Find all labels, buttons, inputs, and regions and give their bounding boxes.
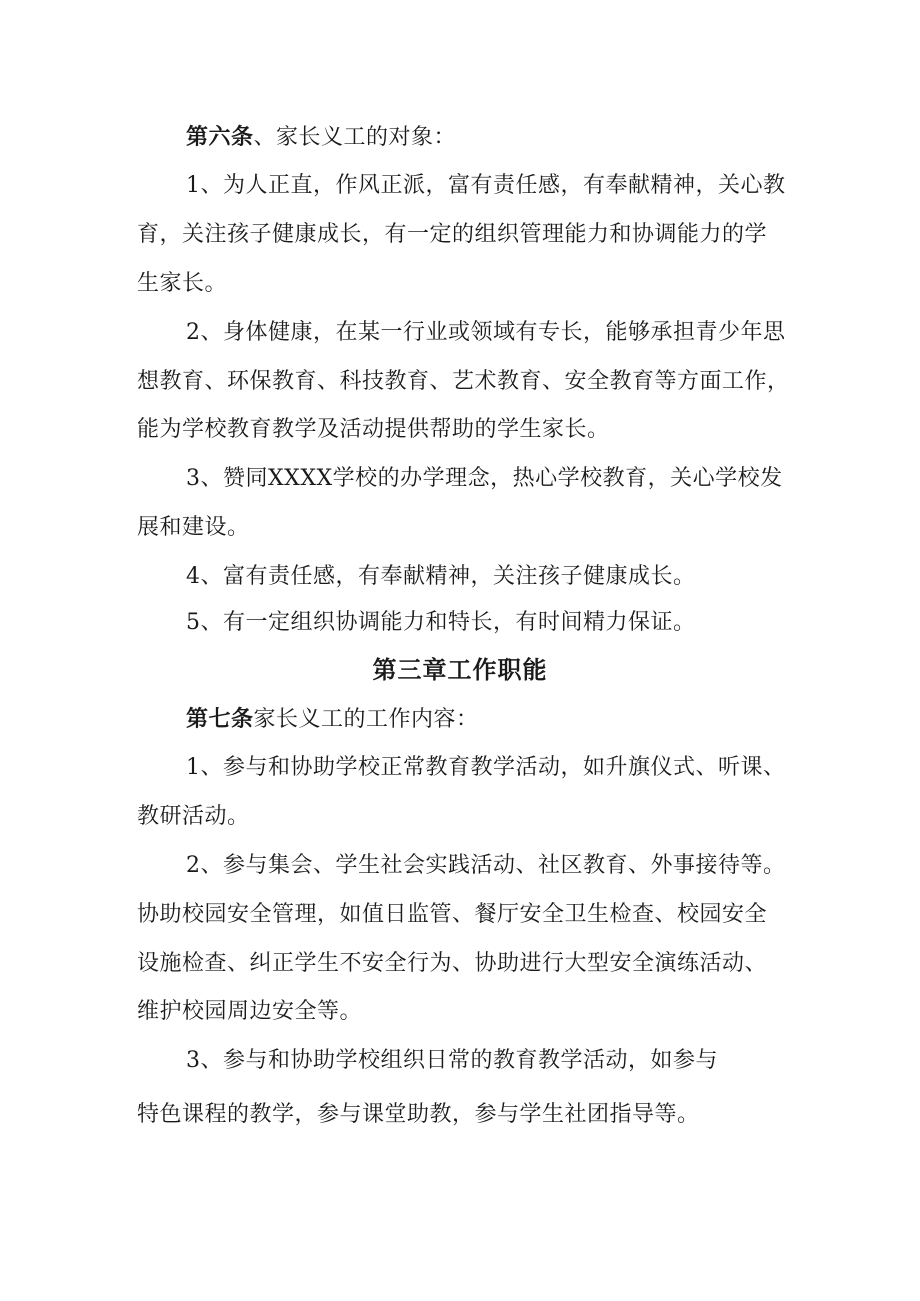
article6-item2-line1: 2、身体健康，在某一行业或领域有专长，能够承担青少年思	[186, 320, 786, 345]
article6-item3-line1: 3、赞同XXXX学校的办学理念，热心学校教育，关心学校发	[186, 466, 783, 491]
article6-item1-line3: 生家长。	[137, 271, 228, 296]
article7-item3-line1: 3、参与和协助学校组织日常的教育教学活动，如参与	[186, 1048, 718, 1073]
article7-item1-line1: 1、参与和协助学校正常教育教学活动，如升旗仪式、听课、	[186, 755, 786, 780]
article7-rest: 家长义工的工作内容：	[253, 707, 479, 732]
article6-item3-line2: 展和建设。	[137, 515, 250, 540]
article6-lead: 第六条	[186, 124, 254, 150]
article7-item2-line1: 2、参与集会、学生社会实践活动、社区教育、外事接待等。	[186, 853, 786, 878]
article7-item2-line4: 维护校园周边安全等。	[137, 999, 363, 1024]
article7-heading	[186, 704, 479, 735]
article6-rest: 、家长义工的对象：	[253, 125, 457, 150]
article6-item4: 4、富有责任感，有奉献精神，关注孩子健康成长。	[186, 564, 696, 589]
article7-item3-line2: 特色课程的教学，参与课堂助教，参与学生社团指导等。	[137, 1102, 700, 1127]
article7-item2-line2: 协助校园安全管理，如值日监管、餐厅安全卫生检查、校园安全	[137, 902, 768, 927]
chapter3-title: 第三章工作职能	[372, 656, 548, 684]
article7-lead: 第七条	[186, 706, 254, 732]
article6-item1-line1: 1、为人正直，作风正派，富有责任感，有奉献精神，关心教	[186, 173, 786, 198]
article6-item5: 5、有一定组织协调能力和特长，有时间精力保证。	[186, 610, 696, 635]
article6-item2-line2: 想教育、环保教育、科技教育、艺术教育、安全教育等方面工作，	[137, 369, 790, 394]
article7-item1-line2: 教研活动。	[137, 804, 250, 829]
article6-heading	[186, 122, 456, 153]
article7-item2-line3: 设施检查、纠正学生不安全行为、协助进行大型安全演练活动、	[137, 951, 768, 976]
article6-item1-line2: 育，关注孩子健康成长，有一定的组织管理能力和协调能力的学	[137, 222, 768, 247]
article6-item2-line3: 能为学校教育教学及活动提供帮助的学生家长。	[137, 417, 610, 442]
